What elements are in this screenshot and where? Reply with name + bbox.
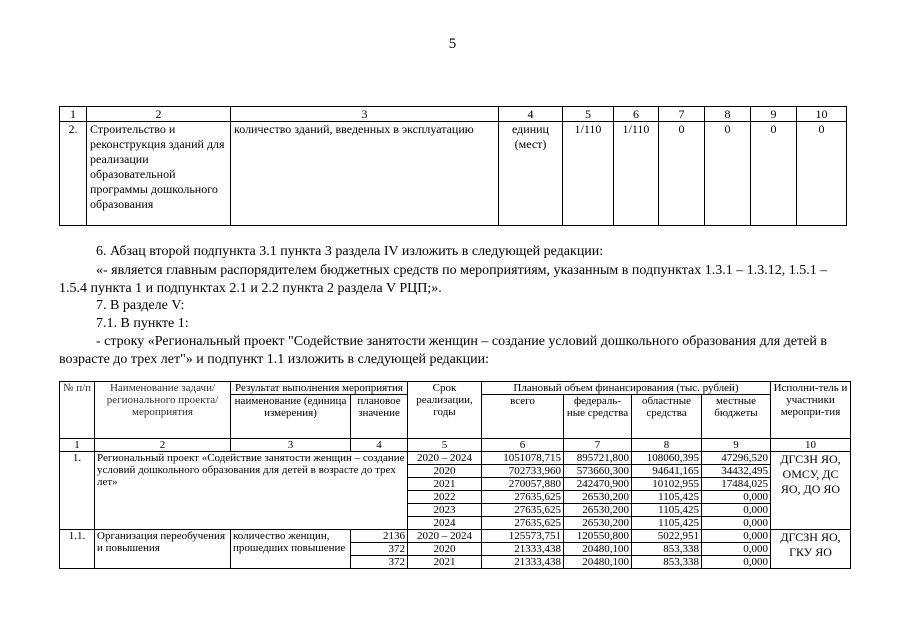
- cell-federal: 26530,200: [564, 517, 632, 530]
- cell-regional: 94641,165: [632, 465, 702, 478]
- cell-total: 21333,438: [482, 556, 564, 569]
- cell-year: 2022: [408, 491, 482, 504]
- col-header-finance: Плановый объем финансирования (тыс. рублей): [482, 382, 771, 395]
- sub-executors: ДГСЗН ЯО, ГКУ ЯО: [771, 530, 851, 569]
- project-number: 1.: [60, 452, 95, 530]
- col-number: 5: [408, 439, 482, 452]
- cell-plan: 2136: [351, 530, 408, 543]
- cell-local: 17484,025: [702, 478, 771, 491]
- cell-federal: 20480,100: [564, 556, 632, 569]
- cell-federal: 242470,900: [564, 478, 632, 491]
- col-header: 9: [751, 107, 797, 122]
- table-header-row: [60, 382, 851, 395]
- cell-regional: 10102,955: [632, 478, 702, 491]
- row-value: 1/110: [614, 122, 659, 226]
- col-header-result-name: наименование (единица измерения): [231, 395, 351, 439]
- col-header: 8: [705, 107, 751, 122]
- col-number: 8: [632, 439, 702, 452]
- cell-total: 1051078,715: [482, 452, 564, 465]
- cell-local: 0,000: [702, 543, 771, 556]
- sub-number: 1.1.: [60, 530, 95, 569]
- cell-year: 2020: [408, 543, 482, 556]
- cell-regional: 5022,951: [632, 530, 702, 543]
- cell-local: 0,000: [702, 556, 771, 569]
- col-header-result: Результат выполнения мероприятия: [231, 382, 408, 395]
- col-number: 4: [351, 439, 408, 452]
- row-name: Строительство и реконструкция зданий для реализации образовательной программы дошкольного образования: [87, 122, 231, 226]
- col-header-total: всего: [482, 395, 564, 439]
- col-header: 5: [563, 107, 614, 122]
- cell-regional: 108060,395: [632, 452, 702, 465]
- paragraph: «- является главным распорядителем бюджетных средств по мероприятиям, указанным в подпунктах 1.3.1 – 1.3.12, 1.5.1 – 1.5.4 пункта 1 и подпунктах 2.1 и 2.2 пункта 2 раздела V РЦП;».: [59, 263, 828, 296]
- col-number: 9: [702, 439, 771, 452]
- col-header-federal: федераль-ные средства: [564, 395, 632, 439]
- col-header: 2: [87, 107, 231, 122]
- paragraph: 7. В разделе V:: [96, 298, 185, 313]
- cell-regional: 1105,425: [632, 517, 702, 530]
- col-header: 6: [614, 107, 659, 122]
- cell-local: 34432,495: [702, 465, 771, 478]
- sub-indicator: количество женщин, прошедших повышение: [231, 530, 351, 569]
- cell-federal: 20480,100: [564, 543, 632, 556]
- cell-year: 2024: [408, 517, 482, 530]
- col-number: 2: [95, 439, 231, 452]
- cell-local: 0,000: [702, 530, 771, 543]
- cell-local: 0,000: [702, 504, 771, 517]
- col-header-period: Срок реализации, годы: [408, 382, 482, 439]
- cell-regional: 1105,425: [632, 491, 702, 504]
- col-header: 3: [231, 107, 499, 122]
- col-header-local: местные бюджеты: [702, 395, 771, 439]
- cell-regional: 1105,425: [632, 504, 702, 517]
- row-value: 0: [705, 122, 751, 226]
- table-header-row: [60, 107, 847, 122]
- col-header: 4: [499, 107, 563, 122]
- cell-federal: 26530,200: [564, 491, 632, 504]
- row-value: 1/110: [563, 122, 614, 226]
- indicators-table: [59, 106, 847, 226]
- col-header-num: № п/п: [60, 382, 95, 439]
- col-header-result-plan: плановое значение: [351, 395, 408, 439]
- table-row: [60, 452, 851, 465]
- row-unit: единиц (мест): [499, 122, 563, 226]
- cell-federal: 573660,300: [564, 465, 632, 478]
- col-header-regional: областные средства: [632, 395, 702, 439]
- table-row: [60, 122, 847, 226]
- col-header-name: Наименование задачи/ регионального проекта/ мероприятия: [95, 382, 231, 439]
- cell-year: 2021: [408, 556, 482, 569]
- col-header: 7: [659, 107, 705, 122]
- col-number: 3: [231, 439, 351, 452]
- cell-total: 27635,625: [482, 517, 564, 530]
- row-value: 0: [751, 122, 797, 226]
- paragraph: 7.1. В пункте 1:: [96, 316, 189, 331]
- cell-total: 21333,438: [482, 543, 564, 556]
- cell-federal: 120550,800: [564, 530, 632, 543]
- column-numbers-row: [60, 439, 851, 452]
- sub-name: Организация переобучения и повышения: [95, 530, 231, 569]
- page-number: 5: [448, 36, 457, 52]
- col-number: 7: [564, 439, 632, 452]
- cell-total: 702733,960: [482, 465, 564, 478]
- cell-year: 2020: [408, 465, 482, 478]
- cell-local: 0,000: [702, 491, 771, 504]
- project-executors: ДГСЗН ЯО, ОМСУ, ДС ЯО, ДО ЯО: [771, 452, 851, 530]
- cell-total: 125573,751: [482, 530, 564, 543]
- cell-plan: 372: [351, 543, 408, 556]
- cell-local: 47296,520: [702, 452, 771, 465]
- cell-regional: 853,338: [632, 556, 702, 569]
- col-header-executors: Исполни-тель и участники меропри-тия: [771, 382, 851, 439]
- cell-plan: 372: [351, 556, 408, 569]
- col-header: 1: [60, 107, 87, 122]
- cell-total: 27635,625: [482, 491, 564, 504]
- paragraph: 6. Абзац второй подпункта 3.1 пункта 3 раздела IV изложить в следующей редакции:: [96, 244, 604, 259]
- cell-federal: 26530,200: [564, 504, 632, 517]
- paragraph: - строку «Региональный проект "Содействие занятости женщин – создание условий дошкольного образования для детей в возрасте до трех лет"» и подпункт 1.1 изложить в следующей редакции:: [59, 334, 827, 367]
- row-value: 0: [659, 122, 705, 226]
- row-indicator: количество зданий, введенных в эксплуатацию: [231, 122, 499, 226]
- col-number: 1: [60, 439, 95, 452]
- row-value: 0: [797, 122, 847, 226]
- financing-table: [59, 381, 851, 569]
- col-number: 10: [771, 439, 851, 452]
- cell-year: 2023: [408, 504, 482, 517]
- table-row: [60, 530, 851, 543]
- col-number: 6: [482, 439, 564, 452]
- project-name: Региональный проект «Содействие занятости женщин – создание условий дошкольного образования для детей в возрасте до трех лет»: [95, 452, 408, 530]
- cell-year: 2020 – 2024: [408, 530, 482, 543]
- cell-regional: 853,338: [632, 543, 702, 556]
- cell-federal: 895721,800: [564, 452, 632, 465]
- cell-year: 2021: [408, 478, 482, 491]
- cell-year: 2020 – 2024: [408, 452, 482, 465]
- cell-total: 270057,880: [482, 478, 564, 491]
- cell-local: 0,000: [702, 517, 771, 530]
- cell-total: 27635,625: [482, 504, 564, 517]
- col-header: 10: [797, 107, 847, 122]
- row-number: 2.: [60, 122, 87, 226]
